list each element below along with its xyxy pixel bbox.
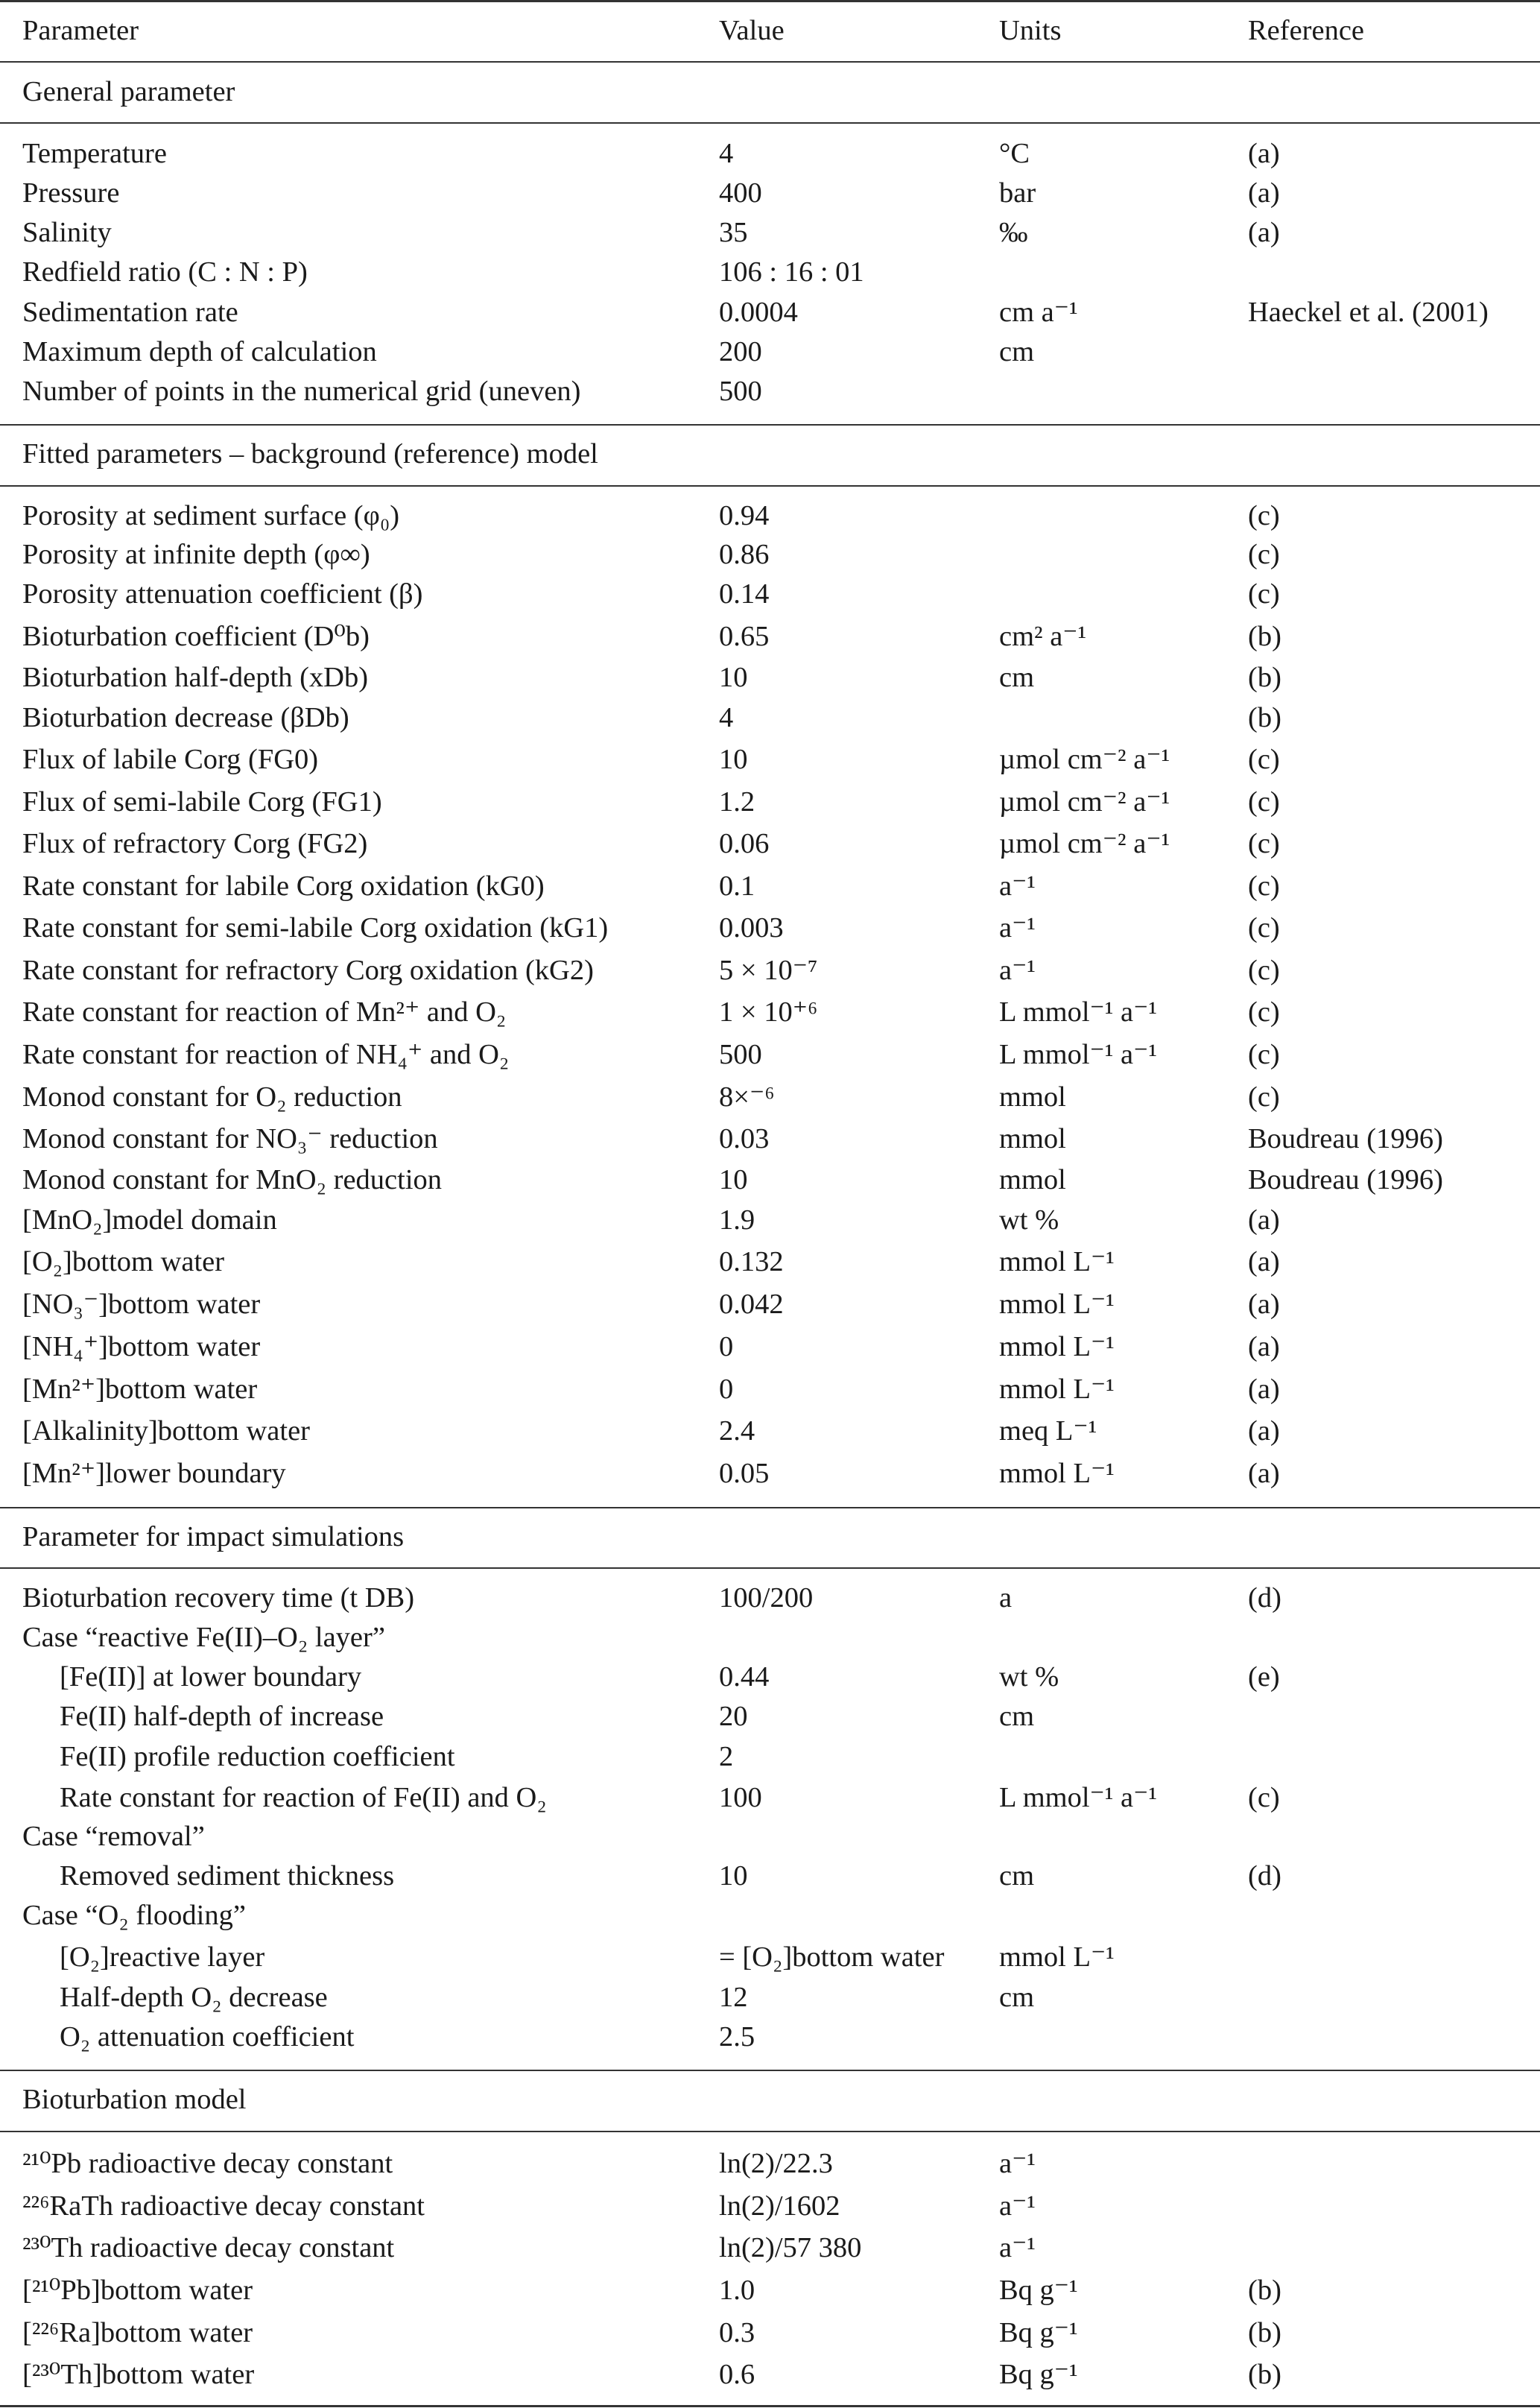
ref-cell: (a)	[1248, 138, 1280, 169]
value-cell: 20	[719, 1701, 748, 1732]
value-cell: 0.1	[719, 870, 755, 902]
units-cell: L mmol⁻¹ a⁻¹	[999, 1039, 1157, 1070]
param-cell: [O₂]reactive layer	[60, 1941, 265, 1973]
param-cell: Rate constant for reaction of Fe(II) and O₂	[60, 1782, 547, 1813]
param-cell: Maximum depth of calculation	[22, 336, 377, 367]
param-cell: Flux of semi-labile Corg (FG1)	[22, 786, 382, 818]
value-cell: 200	[719, 336, 762, 367]
value-cell: 0	[719, 1331, 734, 1362]
units-cell: ‰	[999, 217, 1028, 248]
value-cell: 500	[719, 376, 762, 407]
param-cell: Fe(II) half-depth of increase	[60, 1701, 384, 1732]
ref-cell: (b)	[1248, 2359, 1281, 2390]
param-cell: Rate constant for reaction of Mn²⁺ and O₂	[22, 996, 507, 1028]
units-cell: cm	[999, 662, 1035, 693]
value-cell: 106 : 16 : 01	[719, 256, 864, 288]
units-cell: cm	[999, 336, 1035, 367]
header-value: Value	[719, 15, 785, 46]
units-cell: Bq g⁻¹	[999, 2317, 1078, 2348]
value-cell: 0.14	[719, 578, 770, 610]
units-cell: mmol	[999, 1123, 1066, 1154]
value-cell: 100/200	[719, 1582, 814, 1614]
param-cell: Bioturbation decrease (βDb)	[22, 702, 349, 733]
ref-cell: (c)	[1248, 1081, 1280, 1113]
value-cell: 0.05	[719, 1458, 770, 1489]
param-cell: [Alkalinity]bottom water	[22, 1415, 310, 1447]
ref-cell: (c)	[1248, 1782, 1280, 1813]
units-cell: µmol cm⁻² a⁻¹	[999, 828, 1170, 859]
value-cell: 1 × 10⁺⁶	[719, 996, 818, 1028]
param-cell: [Fe(II)] at lower boundary	[60, 1661, 362, 1693]
param-cell: Salinity	[22, 217, 112, 248]
units-cell: cm	[999, 1982, 1035, 2013]
param-cell: Bioturbation recovery time (t DB)	[22, 1582, 415, 1614]
value-cell: 10	[719, 744, 748, 775]
param-cell: Monod constant for O₂ reduction	[22, 1081, 402, 1113]
ref-cell: (c)	[1248, 996, 1280, 1028]
value-cell: 4	[719, 138, 734, 169]
section-rule	[0, 424, 1540, 426]
param-cell: Bioturbation coefficient (D⁰b)	[22, 621, 370, 652]
value-cell: 0.6	[719, 2359, 755, 2390]
ref-cell: (d)	[1248, 1860, 1281, 1892]
ref-cell: (c)	[1248, 955, 1280, 986]
units-cell: a	[999, 1582, 1013, 1614]
units-cell: cm a⁻¹	[999, 297, 1078, 328]
param-cell: O₂ attenuation coefficient	[60, 2021, 355, 2053]
units-cell: bar	[999, 177, 1036, 209]
value-cell: 1.9	[719, 1204, 755, 1236]
section-title: General parameter	[22, 76, 235, 107]
value-cell: 8×⁻⁶	[719, 1081, 775, 1113]
value-cell: 1.2	[719, 786, 755, 818]
param-cell: ²²⁶RaTh radioactive decay constant	[22, 2190, 425, 2222]
value-cell: 0.03	[719, 1123, 770, 1154]
value-cell: 0.042	[719, 1289, 784, 1320]
param-cell: Rate constant for semi-labile Corg oxidation (kG1)	[22, 912, 609, 944]
param-cell: Bioturbation half-depth (xDb)	[22, 662, 369, 693]
value-cell: 2.4	[719, 1415, 755, 1447]
section-rule	[0, 2131, 1540, 2132]
ref-cell: Haeckel et al. (2001)	[1248, 297, 1489, 328]
param-cell: Flux of labile Corg (FG0)	[22, 744, 319, 775]
param-cell: [Mn²⁺]bottom water	[22, 1374, 258, 1405]
value-cell: = [O₂]bottom water	[719, 1941, 945, 1973]
param-cell: Fe(II) profile reduction coefficient	[60, 1741, 455, 1772]
param-cell: Porosity at infinite depth (φ∞)	[22, 539, 370, 570]
value-cell: 0	[719, 1374, 734, 1405]
units-cell: mmol L⁻¹	[999, 1289, 1115, 1320]
header-parameter: Parameter	[22, 15, 139, 46]
value-cell: 0.06	[719, 828, 770, 859]
ref-cell: (c)	[1248, 578, 1280, 610]
ref-cell: (a)	[1248, 1331, 1280, 1362]
ref-cell: (a)	[1248, 1458, 1280, 1489]
value-cell: 10	[719, 662, 748, 693]
section-rule	[0, 1567, 1540, 1569]
units-cell: cm	[999, 1860, 1035, 1892]
value-cell: 0.0004	[719, 297, 798, 328]
case-label: Case “reactive Fe(II)–O₂ layer”	[22, 1622, 385, 1653]
ref-cell: (c)	[1248, 786, 1280, 818]
value-cell: 100	[719, 1782, 762, 1813]
header-rule	[0, 61, 1540, 63]
case-label: Case “removal”	[22, 1821, 205, 1852]
ref-cell: (e)	[1248, 1661, 1280, 1693]
units-cell: meq L⁻¹	[999, 1415, 1097, 1447]
units-cell: a⁻¹	[999, 955, 1036, 986]
value-cell: 4	[719, 702, 734, 733]
ref-cell: (c)	[1248, 744, 1280, 775]
units-cell: Bq g⁻¹	[999, 2359, 1078, 2390]
param-cell: [MnO₂]model domain	[22, 1204, 277, 1236]
units-cell: L mmol⁻¹ a⁻¹	[999, 1782, 1157, 1813]
header-reference: Reference	[1248, 15, 1365, 46]
ref-cell: (a)	[1248, 217, 1280, 248]
units-cell: a⁻¹	[999, 2190, 1036, 2222]
ref-cell: (c)	[1248, 1039, 1280, 1070]
ref-cell: (b)	[1248, 2317, 1281, 2348]
section-title: Fitted parameters – background (reference) model	[22, 438, 598, 470]
units-cell: cm² a⁻¹	[999, 621, 1087, 652]
section-rule	[0, 2070, 1540, 2071]
units-cell: mmol L⁻¹	[999, 1458, 1115, 1489]
value-cell: 2.5	[719, 2021, 755, 2053]
param-cell: [O₂]bottom water	[22, 1246, 225, 1277]
param-cell: [NH₄⁺]bottom water	[22, 1331, 261, 1362]
param-cell: Porosity at sediment surface (φ₀)	[22, 500, 400, 531]
ref-cell: (a)	[1248, 1204, 1280, 1236]
ref-cell: (a)	[1248, 177, 1280, 209]
value-cell: 0.65	[719, 621, 770, 652]
units-cell: mmol L⁻¹	[999, 1374, 1115, 1405]
ref-cell: (c)	[1248, 828, 1280, 859]
ref-cell: (a)	[1248, 1289, 1280, 1320]
units-cell: µmol cm⁻² a⁻¹	[999, 744, 1170, 775]
value-cell: 1.0	[719, 2275, 755, 2306]
value-cell: ln(2)/1602	[719, 2190, 840, 2222]
param-cell: Pressure	[22, 177, 120, 209]
value-cell: 500	[719, 1039, 762, 1070]
ref-cell: (d)	[1248, 1582, 1281, 1614]
units-cell: wt %	[999, 1204, 1059, 1236]
param-cell: [²³⁰Th]bottom water	[22, 2359, 255, 2390]
value-cell: 0.3	[719, 2317, 755, 2348]
param-cell: Sedimentation rate	[22, 297, 238, 328]
param-cell: ²³⁰Th radioactive decay constant	[22, 2232, 395, 2263]
units-cell: mmol	[999, 1081, 1066, 1113]
value-cell: ln(2)/22.3	[719, 2148, 833, 2179]
value-cell: 0.132	[719, 1246, 784, 1277]
value-cell: 400	[719, 177, 762, 209]
section-title: Bioturbation model	[22, 2084, 247, 2115]
param-cell: Redfield ratio (C : N : P)	[22, 256, 308, 288]
value-cell: 0.86	[719, 539, 770, 570]
ref-cell: (b)	[1248, 662, 1281, 693]
param-cell: Monod constant for NO₃⁻ reduction	[22, 1123, 438, 1154]
units-cell: cm	[999, 1701, 1035, 1732]
ref-cell: (b)	[1248, 2275, 1281, 2306]
section-rule	[0, 122, 1540, 124]
value-cell: 2	[719, 1741, 734, 1772]
ref-cell: Boudreau (1996)	[1248, 1123, 1443, 1154]
value-cell: 0.94	[719, 500, 770, 531]
units-cell: a⁻¹	[999, 2148, 1036, 2179]
param-cell: Rate constant for labile Corg oxidation (kG0)	[22, 870, 545, 902]
table-bottom-rule	[0, 2405, 1540, 2407]
value-cell: 10	[719, 1164, 748, 1195]
param-cell: [Mn²⁺]lower boundary	[22, 1458, 286, 1489]
section-rule	[0, 1507, 1540, 1508]
param-cell: Rate constant for refractory Corg oxidation (kG2)	[22, 955, 594, 986]
param-cell: Number of points in the numerical grid (uneven)	[22, 376, 581, 407]
ref-cell: (a)	[1248, 1374, 1280, 1405]
section-title: Parameter for impact simulations	[22, 1521, 405, 1552]
units-cell: wt %	[999, 1661, 1059, 1693]
ref-cell: (c)	[1248, 539, 1280, 570]
value-cell: 5 × 10⁻⁷	[719, 955, 818, 986]
param-cell: Rate constant for reaction of NH₄⁺ and O₂	[22, 1039, 510, 1070]
units-cell: a⁻¹	[999, 870, 1036, 902]
header-units: Units	[999, 15, 1062, 46]
ref-cell: (c)	[1248, 500, 1280, 531]
ref-cell: Boudreau (1996)	[1248, 1164, 1443, 1195]
units-cell: mmol L⁻¹	[999, 1941, 1115, 1973]
param-cell: Temperature	[22, 138, 167, 169]
section-rule	[0, 485, 1540, 487]
units-cell: °C	[999, 138, 1030, 169]
ref-cell: (b)	[1248, 702, 1281, 733]
value-cell: 12	[719, 1982, 748, 2013]
param-cell: [²²⁶Ra]bottom water	[22, 2317, 253, 2348]
units-cell: mmol	[999, 1164, 1066, 1195]
table-top-rule	[0, 0, 1540, 2]
ref-cell: (b)	[1248, 621, 1281, 652]
param-cell: Removed sediment thickness	[60, 1860, 395, 1892]
ref-cell: (c)	[1248, 912, 1280, 944]
units-cell: L mmol⁻¹ a⁻¹	[999, 996, 1157, 1028]
units-cell: mmol L⁻¹	[999, 1246, 1115, 1277]
units-cell: mmol L⁻¹	[999, 1331, 1115, 1362]
value-cell: 0.003	[719, 912, 784, 944]
case-label: Case “O₂ flooding”	[22, 1900, 246, 1931]
param-cell: [NO₃⁻]bottom water	[22, 1289, 261, 1320]
ref-cell: (a)	[1248, 1246, 1280, 1277]
param-cell: ²¹⁰Pb radioactive decay constant	[22, 2148, 393, 2179]
units-cell: a⁻¹	[999, 2232, 1036, 2263]
value-cell: 10	[719, 1860, 748, 1892]
units-cell: µmol cm⁻² a⁻¹	[999, 786, 1170, 818]
units-cell: a⁻¹	[999, 912, 1036, 944]
param-cell: Half-depth O₂ decrease	[60, 1982, 328, 2013]
param-cell: Monod constant for MnO₂ reduction	[22, 1164, 443, 1195]
value-cell: 0.44	[719, 1661, 770, 1693]
value-cell: ln(2)/57 380	[719, 2232, 862, 2263]
value-cell: 35	[719, 217, 748, 248]
ref-cell: (c)	[1248, 870, 1280, 902]
param-cell: [²¹⁰Pb]bottom water	[22, 2275, 253, 2306]
param-cell: Flux of refractory Corg (FG2)	[22, 828, 368, 859]
ref-cell: (a)	[1248, 1415, 1280, 1447]
param-cell: Porosity attenuation coefficient (β)	[22, 578, 423, 610]
units-cell: Bq g⁻¹	[999, 2275, 1078, 2306]
